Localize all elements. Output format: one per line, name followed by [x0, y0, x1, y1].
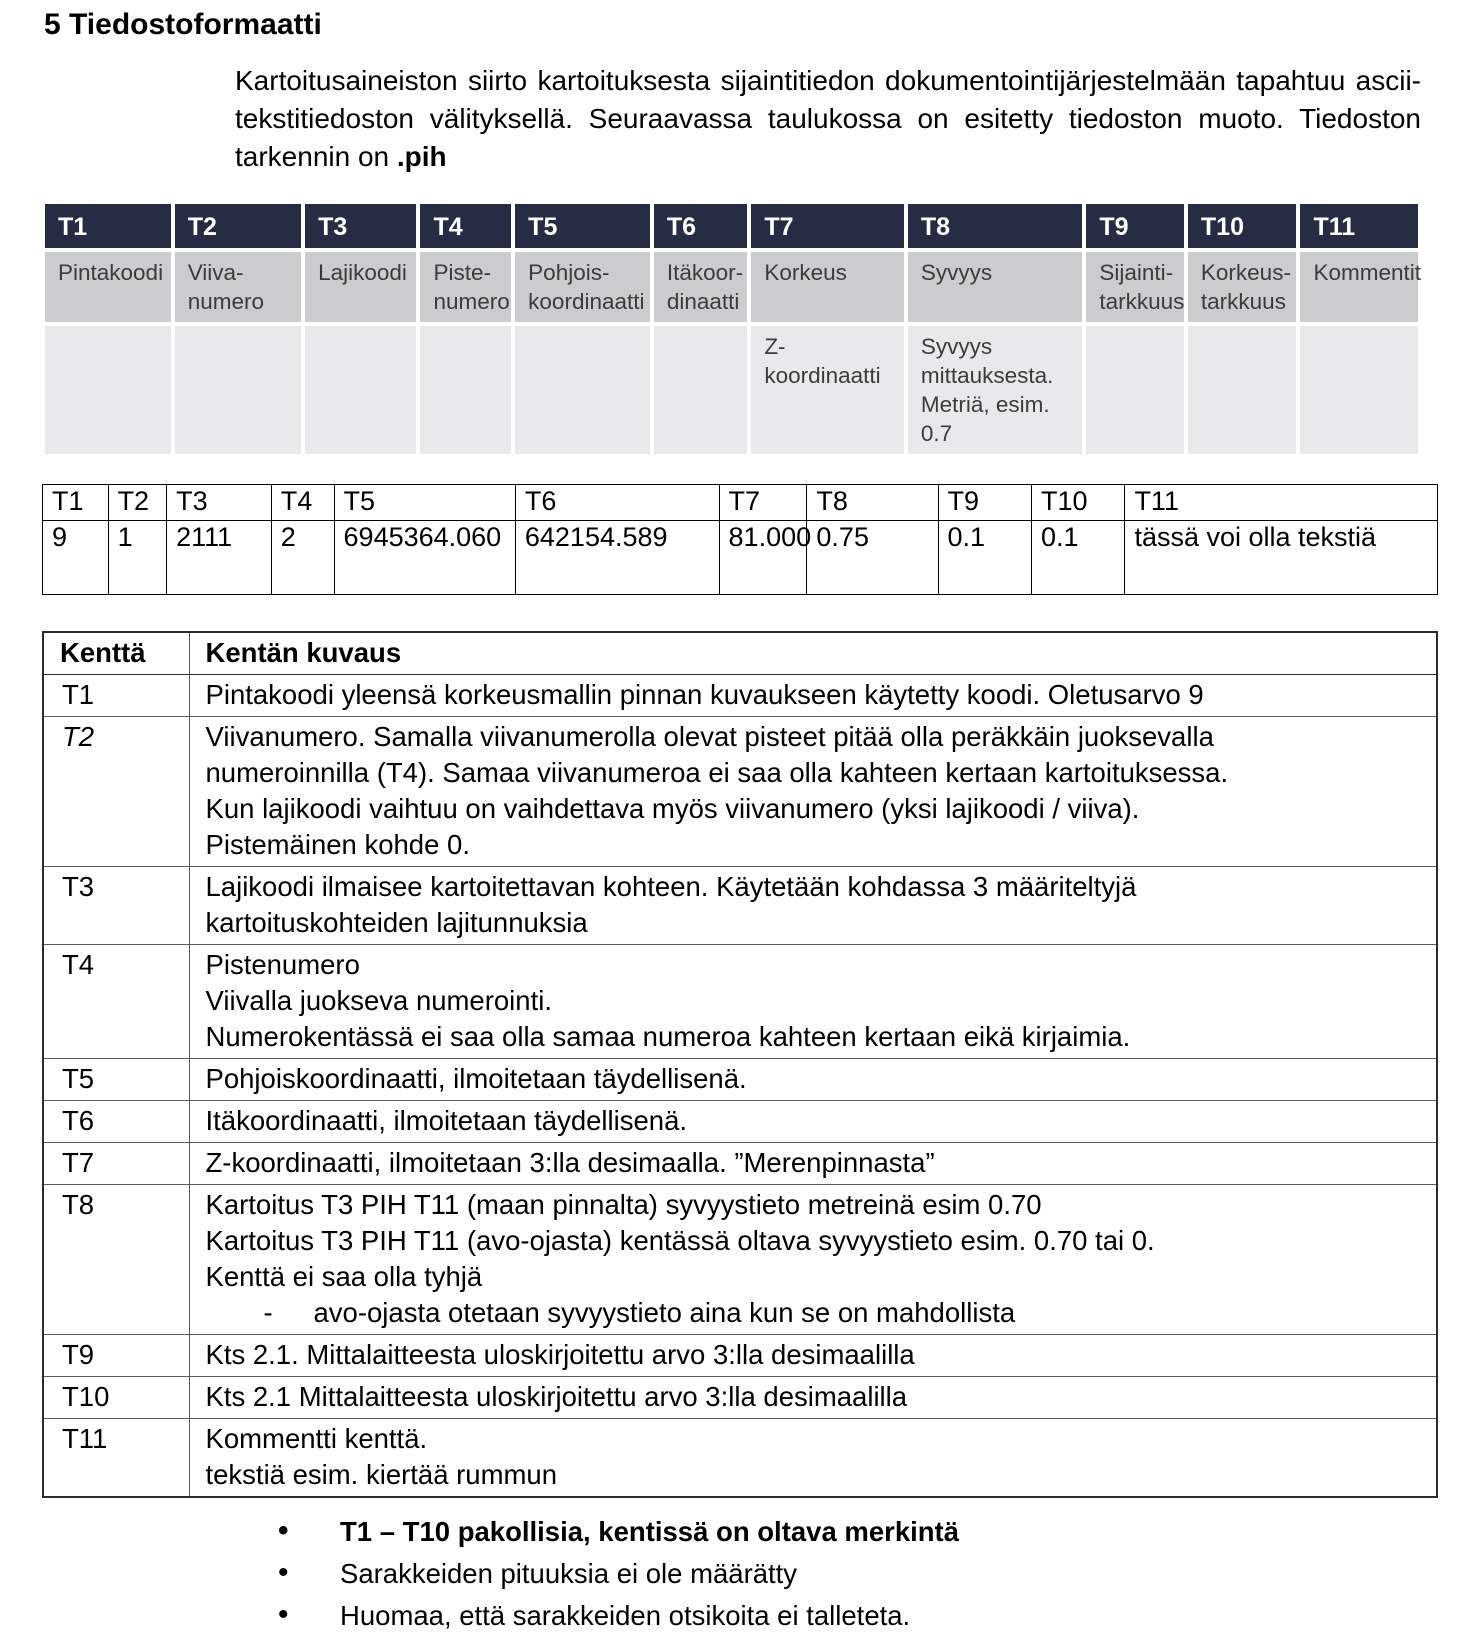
table-cell: Kommentit	[1298, 250, 1418, 324]
table-header-cell: T10	[1031, 485, 1124, 521]
field-description-cell: Pohjoiskoordinaatti, ilmoitetaan täydellisenä.	[189, 1059, 1437, 1101]
table-cell: tässä voi olla tekstiä	[1125, 521, 1438, 595]
example-table-data-row	[43, 521, 1438, 595]
list-item: • T1 – T10 pakollisia, kentissä on oltava merkintä	[278, 1514, 1457, 1550]
table-cell	[173, 324, 303, 456]
table-cell: 1	[108, 521, 167, 595]
table-header-cell: T2	[108, 485, 167, 521]
table-header-cell: T4	[271, 485, 334, 521]
field-description-cell: Z-koordinaatti, ilmoitetaan 3:lla desimaalla. ”Merenpinnasta”	[189, 1143, 1437, 1185]
field-description-cell: Pintakoodi yleensä korkeusmallin pinnan kuvaukseen käytetty koodi. Oletusarvo 9	[189, 675, 1437, 717]
format-table-header-row	[45, 204, 1418, 250]
field-id-cell: T1	[43, 675, 189, 717]
table-row	[43, 1335, 1437, 1377]
field-id-cell: T2	[43, 717, 189, 867]
table-cell: 0.75	[807, 521, 938, 595]
table-cell: Syvyys	[906, 250, 1084, 324]
table-header-cell: T10	[1186, 204, 1299, 250]
table-cell: 81.000	[719, 521, 807, 595]
table-header-cell: T5	[334, 485, 515, 521]
field-description-cell: Pistenumero Viivalla juokseva numerointi. Numerokentässä ei saa olla samaa numeroa kahteen kertaan eikä kirjaimia.	[189, 945, 1437, 1059]
table-row	[43, 1143, 1437, 1185]
table-header-cell: T9	[1084, 204, 1186, 250]
sub-bullet-line	[206, 1295, 1429, 1331]
intro-text: Kartoitusaineiston siirto kartoituksesta sijaintitiedon dokumentointijärjestelmään tapahtuu ascii-tekstitiedoston välityksellä. Seuraavassa taulukossa on esitetty tiedoston muoto. Tiedoston tarkennin on	[235, 65, 1421, 172]
table-cell: Sijainti- tarkkuus	[1084, 250, 1186, 324]
table-header-cell: T11	[1298, 204, 1418, 250]
dash-marker: -	[263, 1297, 273, 1328]
field-id-cell: T3	[43, 867, 189, 945]
table-header-cell: T6	[515, 485, 719, 521]
table-row	[43, 1419, 1437, 1498]
table-header-cell: Kenttä	[43, 632, 189, 675]
field-id-cell: T6	[43, 1101, 189, 1143]
table-cell: Lajikoodi	[303, 250, 418, 324]
table-cell	[652, 324, 749, 456]
sub-bullet-text: avo-ojasta otetaan syvyystieto aina kun se on mahdollista	[313, 1297, 1016, 1328]
table-cell: Korkeus- tarkkuus	[1186, 250, 1299, 324]
table-row	[43, 867, 1437, 945]
field-id-cell: T5	[43, 1059, 189, 1101]
list-item: • Sarakkeiden pituuksia ei ole määrätty	[278, 1556, 1457, 1592]
document-page	[0, 8, 1457, 1631]
intro-paragraph	[235, 62, 1421, 176]
file-extension: .pih	[396, 141, 447, 172]
table-cell: 642154.589	[515, 521, 719, 595]
table-cell: Z-koordinaatti	[749, 324, 906, 456]
table-cell: 0.1	[1031, 521, 1124, 595]
format-table-sub-row	[45, 324, 1418, 456]
fields-table-header-row	[43, 632, 1437, 675]
table-row	[43, 945, 1437, 1059]
table-header-cell: T1	[45, 204, 173, 250]
table-row	[43, 675, 1437, 717]
table-cell: 2111	[167, 521, 272, 595]
table-header-cell: T1	[43, 485, 109, 521]
table-row	[43, 1377, 1437, 1419]
table-header-cell: Kentän kuvaus	[189, 632, 1437, 675]
field-id-cell: T4	[43, 945, 189, 1059]
table-cell	[513, 324, 652, 456]
field-id-cell: T9	[43, 1335, 189, 1377]
field-description-cell	[189, 1185, 1437, 1335]
table-cell: Piste- numero	[418, 250, 513, 324]
table-cell: Itäkoor- dinaatti	[652, 250, 749, 324]
table-header-cell: T8	[906, 204, 1084, 250]
table-cell: 9	[43, 521, 109, 595]
table-cell: 0.1	[938, 521, 1031, 595]
table-row	[43, 1101, 1437, 1143]
table-header-cell: T7	[749, 204, 906, 250]
table-header-cell: T2	[173, 204, 303, 250]
format-table-label-row	[45, 250, 1418, 324]
table-cell: Pohjois- koordinaatti	[513, 250, 652, 324]
field-id-cell: T10	[43, 1377, 189, 1419]
field-description-cell: Viivanumero. Samalla viivanumerolla olevat pisteet pitää olla peräkkäin juoksevalla numeroinnilla (T4). Samaa viivanumeroa ei saa olla kahteen kertaan kartoituksessa. Kun lajikoodi vaihtuu on vaihdettava myös viivanumero (yksi lajikoodi / viiva). Pistemäinen kohde 0.	[189, 717, 1437, 867]
table-header-cell: T3	[167, 485, 272, 521]
table-row	[43, 717, 1437, 867]
table-cell	[45, 324, 173, 456]
table-cell	[303, 324, 418, 456]
table-header-cell: T3	[303, 204, 418, 250]
field-description-cell: Kts 2.1. Mittalaitteesta uloskirjoitettu arvo 3:lla desimaalilla	[189, 1335, 1437, 1377]
table-cell	[1084, 324, 1186, 456]
table-cell	[418, 324, 513, 456]
table-header-cell: T5	[513, 204, 652, 250]
example-row-table	[42, 484, 1438, 595]
table-header-cell: T7	[719, 485, 807, 521]
field-description-cell: Kommentti kenttä. tekstiä esim. kiertää rummun	[189, 1419, 1437, 1498]
field-description-cell: Itäkoordinaatti, ilmoitetaan täydellisenä.	[189, 1101, 1437, 1143]
notes-bullet-list	[278, 1514, 1457, 1634]
field-description-cell: Lajikoodi ilmaisee kartoitettavan kohteen. Käytetään kohdassa 3 määriteltyjä kartoituskohteiden lajitunnuksia	[189, 867, 1437, 945]
field-description-cell: Kts 2.1 Mittalaitteesta uloskirjoitettu arvo 3:lla desimaalilla	[189, 1377, 1437, 1419]
table-header-cell: T11	[1125, 485, 1438, 521]
field-id-cell: T11	[43, 1419, 189, 1498]
table-row	[43, 1185, 1437, 1335]
table-cell	[1298, 324, 1418, 456]
field-description-table	[42, 631, 1438, 1498]
format-overview-table	[45, 204, 1422, 458]
page-title: 5 Tiedostoformaatti	[44, 8, 322, 41]
field-id-cell: T7	[43, 1143, 189, 1185]
field-id-cell: T8	[43, 1185, 189, 1335]
field-description-text: Kartoitus T3 PIH T11 (maan pinnalta) syvyystieto metreinä esim 0.70 Kartoitus T3 PIH T11 (avo-ojasta) kentässä oltava syvyystieto esim. 0.70 tai 0. Kenttä ei saa olla tyhjä	[205, 1189, 1155, 1292]
table-cell: Korkeus	[749, 250, 906, 324]
table-header-cell: T8	[807, 485, 938, 521]
example-table-header-row	[43, 485, 1438, 521]
list-item: • Huomaa, että sarakkeiden otsikoita ei talleteta.	[278, 1598, 1457, 1634]
table-cell: 2	[271, 521, 334, 595]
table-header-cell: T9	[938, 485, 1031, 521]
table-cell: Viiva- numero	[173, 250, 303, 324]
table-cell	[1186, 324, 1299, 456]
table-row	[43, 1059, 1437, 1101]
table-cell: Syvyys mittauksesta. Metriä, esim. 0.7	[906, 324, 1084, 456]
table-header-cell: T6	[652, 204, 749, 250]
table-cell: Pintakoodi	[45, 250, 173, 324]
table-header-cell: T4	[418, 204, 513, 250]
table-cell: 6945364.060	[334, 521, 515, 595]
